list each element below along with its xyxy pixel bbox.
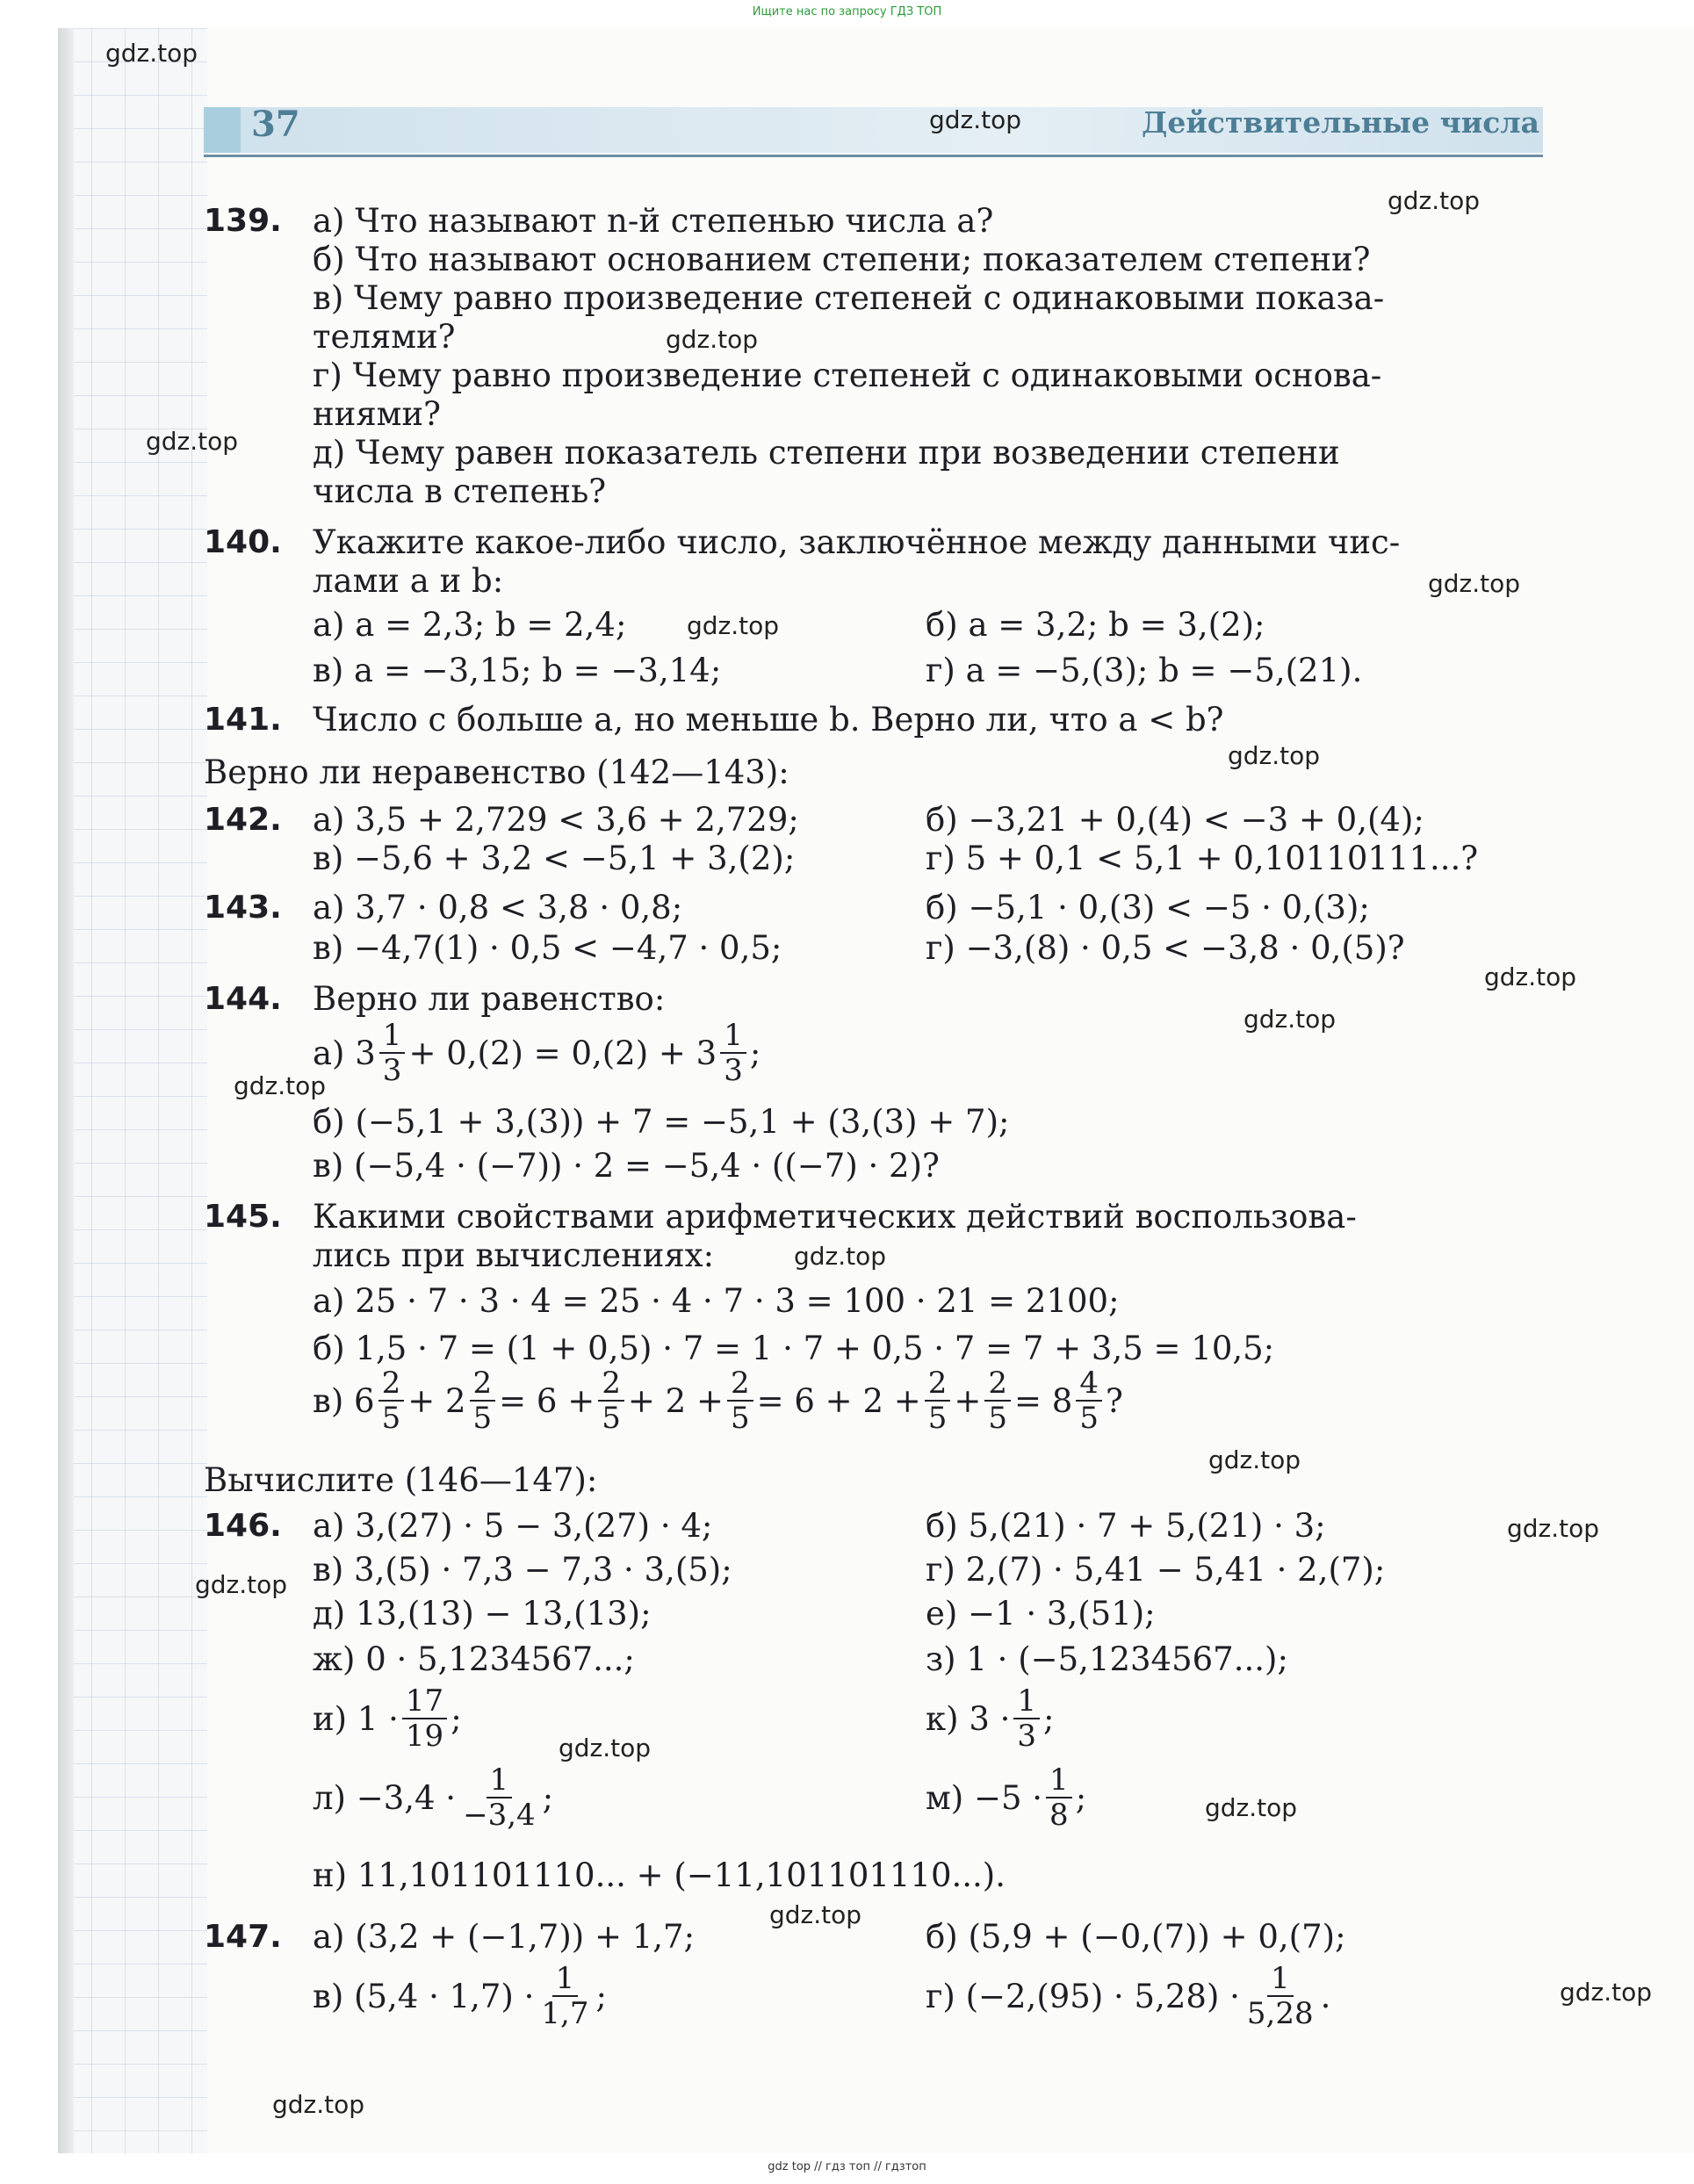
p140-g: г) a = −5,(3); b = −5,(21).: [926, 652, 1363, 689]
p146-a: а) 3,(27) · 5 − 3,(27) · 4;: [313, 1507, 713, 1545]
problem-139-number: 139.: [204, 203, 282, 239]
p146-z: з) 1 · (−5,1234567...);: [926, 1640, 1288, 1678]
p144-a-mid: + 0,(2) = 0,(2) + 3: [408, 1034, 717, 1072]
p142-b: б) −3,21 + 0,(4) < −3 + 0,(4);: [926, 801, 1424, 839]
semicolon: ;: [542, 1778, 554, 1817]
fraction: [1046, 1763, 1072, 1832]
watermark: gdz.top: [929, 105, 1022, 134]
p139-line: а) Что называют n-й степенью числа a?: [313, 202, 994, 240]
p140-a: а) a = 2,3; b = 2,4;: [313, 606, 627, 644]
fraction: [459, 1763, 539, 1832]
p144-b: б) (−5,1 + 3,(3)) + 7 = −5,1 + (3,(3) + 7);: [313, 1103, 1010, 1141]
fraction: [984, 1366, 1011, 1435]
p145-b: б) 1,5 · 7 = (1 + 0,5) · 7 = 1 · 7 + 0,5 · 7 = 7 + 3,5 = 10,5;: [313, 1330, 1275, 1367]
p145-v-part: = 6 +: [499, 1381, 595, 1420]
section-heading: Верно ли неравенство (142—143):: [204, 753, 789, 791]
semicolon: ;: [1075, 1778, 1087, 1817]
p140-line: лами a и b:: [313, 562, 504, 600]
p139-line: телями?: [313, 318, 456, 356]
watermark: gdz.top: [666, 325, 759, 354]
fraction-denominator: 8: [1049, 1798, 1069, 1833]
watermark: gdz.top: [1507, 1514, 1600, 1543]
p146-e: е) −1 · 3,(51);: [926, 1595, 1156, 1633]
p146-b: б) 5,(21) · 7 + 5,(21) · 3;: [926, 1507, 1326, 1545]
watermark: gdz.top: [559, 1734, 652, 1762]
p140-line: Укажите какое-либо число, заключённое между данными чис-: [313, 523, 1401, 561]
page-number: 37: [251, 104, 300, 145]
fraction: [378, 1366, 405, 1435]
p146-m-prefix: м) −5 ·: [926, 1778, 1043, 1817]
p146-l: [313, 1763, 553, 1832]
p139-line: д) Чему равен показатель степени при возведении степени: [313, 434, 1340, 472]
page-edge: [58, 28, 74, 2153]
fraction-numerator: 1: [1046, 1763, 1072, 1798]
p145-v-part: ?: [1106, 1381, 1123, 1420]
watermark: gdz.top: [1208, 1445, 1301, 1474]
fraction: [1013, 1684, 1040, 1753]
p143-g: г) −3,(8) · 0,5 < −3,8 · 0,(5)?: [926, 929, 1405, 967]
p139-line: числа в степень?: [313, 472, 607, 510]
problem-145-number: 145.: [204, 1199, 282, 1235]
watermark: gdz.top: [1205, 1793, 1298, 1822]
p147-a: а) (3,2 + (−1,7)) + 1,7;: [313, 1918, 696, 1956]
watermark: gdz.top: [1428, 569, 1521, 598]
fraction: [925, 1366, 951, 1435]
fraction: [379, 1019, 406, 1087]
p146-l-prefix: л) −3,4 ·: [313, 1778, 457, 1817]
fraction-denominator: −3,4: [463, 1798, 536, 1833]
fraction: [598, 1366, 624, 1435]
watermark: gdz.top: [146, 427, 239, 456]
fraction: [1243, 1962, 1317, 2030]
watermark: gdz.top: [234, 1071, 327, 1100]
p145-v-part: = 6 + 2 +: [756, 1381, 921, 1420]
problem-146-number: 146.: [204, 1508, 282, 1544]
p146-k-prefix: к) 3 ·: [926, 1699, 1011, 1738]
fraction-denominator: 5: [730, 1401, 750, 1436]
fraction-denominator: 5: [1079, 1401, 1099, 1436]
fraction-denominator: 1,7: [541, 1996, 589, 2031]
p142-v: в) −5,6 + 3,2 < −5,1 + 3,(2);: [313, 840, 796, 877]
fraction-numerator: 1: [487, 1763, 513, 1798]
problem-143-number: 143.: [204, 890, 282, 926]
watermark: gdz.top: [195, 1570, 288, 1599]
period: .: [1320, 1977, 1331, 2015]
p144-v: в) (−5,4 · (−7)) · 2 = −5,4 · ((−7) · 2)?: [313, 1147, 940, 1185]
fraction-denominator: 5: [472, 1401, 493, 1436]
p144-a-end: ;: [749, 1034, 761, 1072]
p145-line: Какими свойствами арифметических действий воспользова-: [313, 1198, 1357, 1236]
fraction-denominator: 19: [405, 1719, 444, 1754]
fraction-numerator: 1: [1013, 1684, 1040, 1719]
fraction-denominator: 3: [724, 1053, 743, 1088]
p142-g: г) 5 + 0,1 < 5,1 + 0,10110111...?: [926, 840, 1479, 877]
fraction: [537, 1962, 592, 2030]
fraction-numerator: 1: [1267, 1962, 1294, 1997]
problem-140-number: 140.: [204, 524, 282, 560]
p139-line: ниями?: [313, 395, 441, 433]
section-heading: Вычислите (146—147):: [204, 1461, 598, 1499]
header-marker: [204, 107, 241, 153]
p139-line: г) Чему равно произведение степеней с одинаковыми основа-: [313, 357, 1382, 394]
p139-line: б) Что называют основанием степени; показателем степени?: [313, 241, 1371, 278]
p145-v-part: + 2 +: [627, 1381, 724, 1420]
fraction-numerator: 2: [984, 1366, 1011, 1402]
problem-141-number: 141.: [204, 702, 282, 738]
p145-v-part: в) 6: [313, 1381, 375, 1420]
fraction-numerator: 4: [1076, 1366, 1102, 1402]
watermark: gdz.top: [1388, 186, 1481, 215]
fraction-numerator: 2: [727, 1366, 753, 1402]
p145-a: а) 25 · 7 · 3 · 4 = 25 · 4 · 7 · 3 = 100 · 21 = 2100;: [313, 1282, 1120, 1320]
p147-g-prefix: г) (−2,(95) · 5,28) ·: [926, 1977, 1240, 2015]
watermark: gdz.top: [1560, 1978, 1653, 2007]
p146-d: д) 13,(13) − 13,(13);: [313, 1595, 652, 1633]
fraction-denominator: 5: [927, 1401, 948, 1436]
fraction-denominator: 3: [382, 1053, 402, 1088]
fraction-numerator: 2: [378, 1366, 405, 1402]
fraction-numerator: 1: [720, 1019, 746, 1054]
watermark: gdz.top: [687, 611, 780, 640]
fraction-numerator: 1: [552, 1962, 579, 1997]
p142-a: а) 3,5 + 2,729 < 3,6 + 2,729;: [313, 801, 799, 839]
p146-zh: ж) 0 · 5,1234567...;: [313, 1640, 635, 1678]
p139-line: в) Чему равно произведение степеней с одинаковыми показа-: [313, 279, 1385, 317]
p144-a: [313, 1019, 760, 1087]
problem-147-number: 147.: [204, 1919, 282, 1955]
fraction: [470, 1366, 496, 1435]
problem-142-number: 142.: [204, 802, 282, 838]
p144-a-prefix: а) 3: [313, 1034, 376, 1072]
p141-text: Число c больше a, но меньше b. Верно ли, что a < b?: [313, 701, 1224, 739]
fraction: [1076, 1366, 1102, 1435]
watermark: gdz.top: [769, 1900, 862, 1929]
p147-v: [313, 1962, 607, 2030]
p146-i: [313, 1684, 462, 1753]
p146-k: [926, 1684, 1055, 1753]
p143-v: в) −4,7(1) · 0,5 < −4,7 · 0,5;: [313, 929, 782, 967]
watermark: gdz.top: [272, 2090, 365, 2119]
p143-a: а) 3,7 · 0,8 < 3,8 · 0,8;: [313, 889, 683, 926]
top-note[interactable]: Ищите нас по запросу ГДЗ ТОП: [752, 5, 942, 18]
p146-m: [926, 1763, 1086, 1832]
watermark: gdz.top: [794, 1242, 887, 1271]
p144-text: Верно ли равенство:: [313, 980, 666, 1018]
p147-b: б) (5,9 + (−0,(7)) + 0,(7);: [926, 1918, 1346, 1956]
p143-b: б) −5,1 · 0,(3) < −5 · 0,(3);: [926, 889, 1370, 926]
p147-g: [926, 1962, 1330, 2030]
p147-v-prefix: в) (5,4 · 1,7) ·: [313, 1977, 535, 2015]
header-rule: [204, 155, 1543, 157]
fraction-numerator: 17: [402, 1684, 447, 1719]
p140-v: в) a = −3,15; b = −3,14;: [313, 652, 722, 689]
semicolon: ;: [595, 1977, 607, 2015]
p146-i-prefix: и) 1 ·: [313, 1699, 399, 1738]
bottom-note[interactable]: gdz top // гдз топ // гдзтоп: [768, 2160, 926, 2173]
fraction-numerator: 2: [598, 1366, 624, 1402]
fraction-numerator: 2: [925, 1366, 951, 1402]
p145-v-part: +: [954, 1381, 982, 1420]
fraction: [402, 1684, 447, 1753]
fraction: [720, 1019, 746, 1087]
p145-v: [313, 1366, 1123, 1435]
watermark: gdz.top: [1484, 962, 1577, 991]
p146-n: н) 11,101101110... + (−11,101101110...).: [313, 1856, 1006, 1894]
watermark: gdz.top: [1228, 741, 1321, 770]
p145-v-part: = 8: [1014, 1381, 1073, 1420]
semicolon: ;: [1043, 1699, 1055, 1738]
fraction-denominator: 3: [1017, 1719, 1037, 1754]
p140-b: б) a = 3,2; b = 3,(2);: [926, 606, 1265, 644]
p145-line: лись при вычислениях:: [313, 1236, 715, 1274]
fraction-denominator: 5: [988, 1401, 1008, 1436]
watermark: gdz.top: [1243, 1005, 1337, 1034]
fraction: [727, 1366, 753, 1435]
fraction-denominator: 5,28: [1246, 1996, 1314, 2031]
p145-v-part: + 2: [407, 1381, 466, 1420]
running-title: Действительные числа: [1142, 105, 1539, 140]
fraction-denominator: 5: [602, 1401, 621, 1436]
semicolon: ;: [451, 1699, 462, 1738]
problem-144-number: 144.: [204, 981, 282, 1017]
p146-v: в) 3,(5) · 7,3 − 7,3 · 3,(5);: [313, 1551, 732, 1589]
fraction-denominator: 5: [381, 1401, 401, 1436]
fraction-numerator: 1: [379, 1019, 406, 1054]
p146-g: г) 2,(7) · 5,41 − 5,41 · 2,(7);: [926, 1551, 1386, 1589]
fraction-numerator: 2: [470, 1366, 496, 1402]
watermark: gdz.top: [105, 39, 198, 68]
